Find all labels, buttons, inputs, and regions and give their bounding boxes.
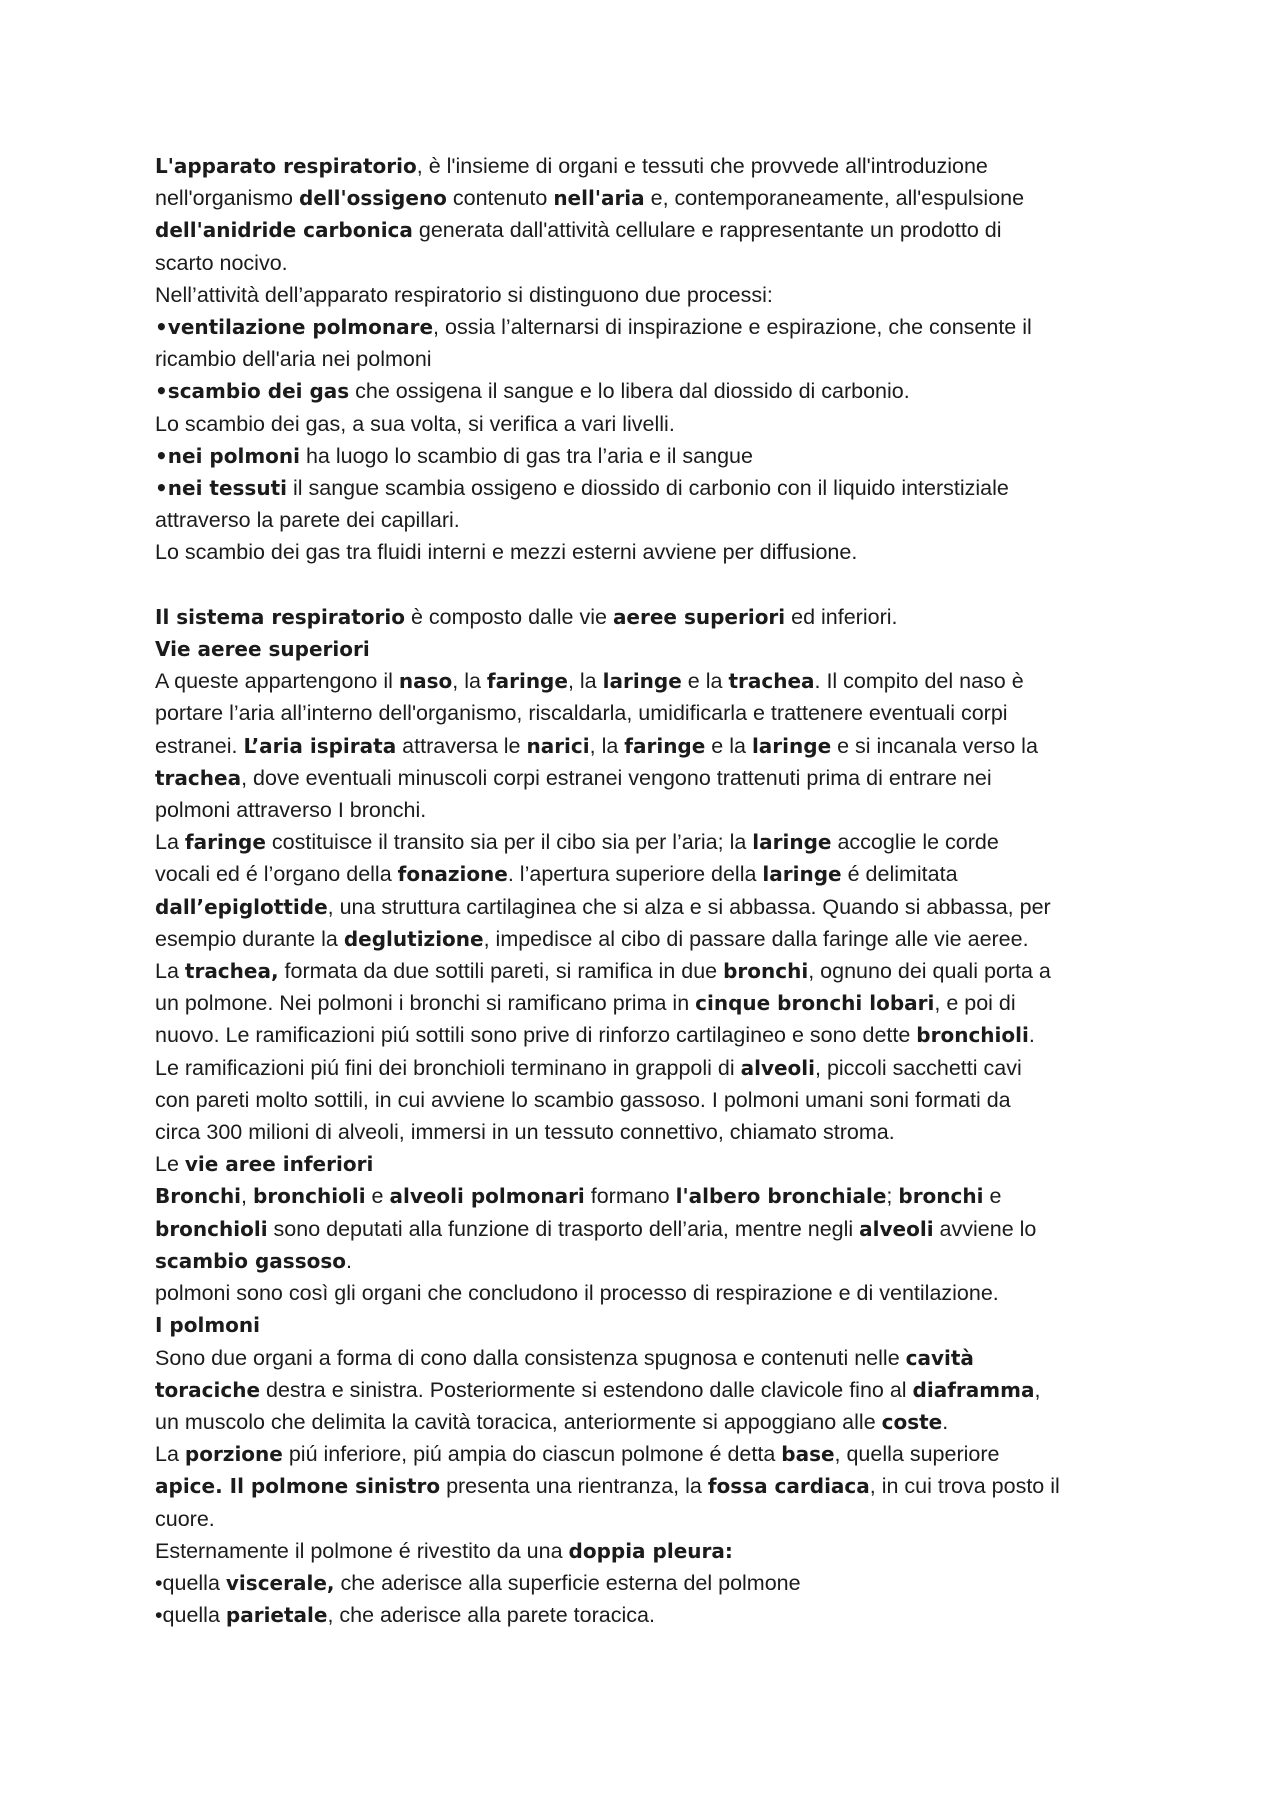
text-segment: , in cui trova posto il (869, 1474, 1060, 1499)
bold-term: •ventilazione polmonare (155, 315, 434, 340)
text-segment: Sono due organi a forma di cono dalla consistenza spugnosa e contenuti nelle (155, 1345, 906, 1370)
bold-term: fonazione (397, 862, 508, 887)
text-segment: •quella (155, 1570, 226, 1595)
text-segment: . (942, 1409, 949, 1434)
text-segment: ; (886, 1184, 899, 1209)
text-segment: il sangue scambia ossigeno e diossido di carbonio con il liquido interstiziale (287, 476, 1009, 501)
text-segment: avviene lo (933, 1216, 1037, 1241)
text-line (155, 697, 1170, 729)
bold-term: Il sistema respiratorio (155, 604, 405, 629)
bold-term: nell'aria (553, 186, 645, 211)
bold-term: faringe (184, 830, 266, 855)
bold-term: alveoli polmonari (389, 1184, 585, 1209)
bold-term: dell'ossigeno (298, 186, 447, 211)
bold-term: L'apparato respiratorio (155, 154, 417, 178)
bold-term: faringe (486, 669, 568, 694)
text-segment: piú inferiore, piú ampia do ciascun polmone é detta (282, 1442, 782, 1467)
text-segment: portare l’aria all’interno dell'organismo, riscaldarla, umidificarla e trattenere eventuali corpi (155, 701, 1008, 726)
text-segment: accoglie le corde (831, 830, 999, 855)
text-line (155, 504, 1170, 536)
text-line (155, 1342, 1170, 1374)
bold-term: apice. Il polmone sinistro (155, 1474, 441, 1499)
text-segment: Lo scambio dei gas tra fluidi interni e mezzi esterni avviene per diffusione. (155, 540, 858, 565)
text-segment: estranei. (155, 733, 244, 758)
text-segment: , impedisce al cibo di passare dalla faringe alle vie aeree. (483, 926, 1029, 951)
text-segment: , e poi di (934, 991, 1016, 1016)
text-line (155, 858, 1170, 890)
text-segment: . (1028, 1023, 1035, 1048)
bold-term: narici (526, 733, 590, 758)
text-line (155, 923, 1170, 955)
bold-term: porzione (184, 1442, 283, 1467)
text-line (155, 247, 1170, 279)
text-segment: , la (589, 733, 625, 758)
text-line (155, 1148, 1170, 1180)
bold-term: L’aria ispirata (243, 733, 397, 758)
text-line (155, 762, 1170, 794)
text-segment: è composto dalle vie (404, 604, 613, 629)
text-line (155, 279, 1170, 311)
text-line (155, 1599, 1170, 1631)
text-segment: , quella superiore (834, 1442, 1000, 1467)
bold-term: bronchioli (916, 1023, 1029, 1048)
bold-term: viscerale, (225, 1570, 335, 1595)
bold-term: cavità (905, 1345, 974, 1370)
text-line (155, 150, 1170, 182)
bold-term: toraciche (155, 1377, 261, 1402)
text-segment: Le (155, 1152, 185, 1177)
bold-term: trachea, (184, 959, 279, 984)
text-segment: e si incanala verso la (831, 733, 1038, 758)
text-segment: , (1034, 1377, 1041, 1402)
text-line (155, 1374, 1170, 1406)
bold-term: cinque bronchi lobari (695, 991, 935, 1016)
text-line (155, 1180, 1170, 1212)
text-segment: . (345, 1248, 352, 1273)
text-segment: polmoni attraverso I bronchi. (155, 798, 427, 823)
text-segment: costituisce il transito sia per il cibo sia per l’aria; la (265, 830, 753, 855)
bold-term: deglutizione (343, 926, 484, 951)
text-segment: contenuto (446, 186, 554, 211)
text-line (155, 343, 1170, 375)
text-segment: con pareti molto sottili, in cui avviene lo scambio gassoso. I polmoni umani soni formati da (155, 1087, 1011, 1112)
text-segment: esempio durante la (155, 926, 344, 951)
bold-term: trachea (155, 765, 242, 790)
text-segment: e la (705, 733, 752, 758)
text-segment: . Il compito del naso è (814, 669, 1024, 694)
bold-term: faringe (624, 733, 706, 758)
text-line (155, 665, 1170, 697)
text-segment: nell'organismo (155, 186, 299, 211)
bold-term: I polmoni (155, 1313, 260, 1338)
text-segment: Le ramificazioni piú fini dei bronchioli terminano in grappoli di (155, 1055, 741, 1080)
text-line (155, 1438, 1170, 1470)
text-segment: Esternamente il polmone é rivestito da una (155, 1538, 569, 1563)
text-segment: , è l'insieme di organi e tessuti che provvede all'introduzione (416, 154, 988, 178)
text-line (155, 1213, 1170, 1245)
text-segment: •quella (155, 1603, 226, 1628)
text-segment: ha luogo lo scambio di gas tra l’aria e il sangue (300, 443, 753, 468)
text-line (155, 214, 1170, 246)
bold-term: laringe (752, 830, 832, 855)
text-segment: attraversa le (396, 733, 527, 758)
text-segment: Nell’attività dell’apparato respiratorio si distinguono due processi: (155, 282, 773, 307)
bold-term: alveoli (859, 1216, 934, 1241)
text-line (155, 633, 1170, 665)
text-segment: destra e sinistra. Posteriormente si estendono dalle clavicole fino al (260, 1377, 913, 1402)
bold-term: alveoli (740, 1055, 815, 1080)
text-line (155, 1277, 1170, 1309)
text-line (155, 601, 1170, 633)
text-line (155, 311, 1170, 343)
text-segment: vocali ed é l’organo della (155, 862, 398, 887)
bold-term: bronchioli (253, 1184, 366, 1209)
text-segment: ricambio dell'aria nei polmoni (155, 347, 432, 372)
text-segment: é delimitata (841, 862, 958, 887)
text-line (155, 794, 1170, 826)
text-segment: un muscolo che delimita la cavità toracica, anteriormente si appoggiano alle (155, 1409, 882, 1434)
bold-term: laringe (762, 862, 842, 887)
text-segment: Lo scambio dei gas, a sua volta, si verifica a vari livelli. (155, 411, 675, 436)
text-line (155, 1116, 1170, 1148)
text-line (155, 1535, 1170, 1567)
bold-term: scambio gassoso (155, 1248, 346, 1273)
text-line (155, 375, 1170, 407)
text-line (155, 408, 1170, 440)
text-line (155, 1052, 1170, 1084)
bold-term: vie aree inferiori (184, 1152, 374, 1177)
text-line (155, 891, 1170, 923)
text-line (155, 826, 1170, 858)
text-segment: e (365, 1184, 390, 1209)
text-line (155, 536, 1170, 568)
text-segment: sono deputati alla funzione di trasporto dell’aria, mentre negli (267, 1216, 860, 1241)
bold-term: fossa cardiaca (707, 1474, 870, 1499)
text-segment: , dove eventuali minuscoli corpi estranei vengono trattenuti prima di entrare nei (241, 765, 992, 790)
bold-term: aeree superiori (612, 604, 786, 629)
bold-term: •nei polmoni (155, 443, 300, 468)
text-line (155, 987, 1170, 1019)
text-segment: un polmone. Nei polmoni i bronchi si ramificano prima in (155, 991, 696, 1016)
bold-term: Vie aeree superiori (155, 637, 370, 662)
document-body (155, 150, 1170, 1631)
text-line (155, 472, 1170, 504)
bold-term: •scambio dei gas (155, 379, 350, 404)
bold-term: naso (398, 669, 453, 694)
bold-term: base (781, 1442, 835, 1467)
bold-term: bronchi (898, 1184, 984, 1209)
text-segment: polmoni sono così gli organi che concludono il processo di respirazione e di ventilazione. (155, 1281, 999, 1306)
text-segment: , che aderisce alla parete toracica. (327, 1603, 655, 1628)
text-line (155, 1084, 1170, 1116)
bold-term: trachea (728, 669, 815, 694)
bold-term: Bronchi (155, 1184, 242, 1209)
text-segment: scarto nocivo. (155, 250, 288, 275)
text-segment: nuovo. Le ramificazioni piú sottili sono prive di rinforzo cartilagineo e sono dette (155, 1023, 917, 1048)
bold-term: laringe (602, 669, 682, 694)
bold-term: diaframma (912, 1377, 1035, 1402)
text-segment: formano (584, 1184, 676, 1209)
text-segment: La (155, 830, 185, 855)
text-segment: , ossia l’alternarsi di inspirazione e espirazione, che consente il (433, 315, 1032, 340)
bold-term: doppia pleura: (568, 1538, 733, 1563)
text-segment: A queste appartengono il (155, 669, 399, 694)
text-line (155, 1406, 1170, 1438)
bold-term: •nei tessuti (155, 476, 287, 501)
bold-term: parietale (225, 1603, 328, 1628)
text-line (155, 1567, 1170, 1599)
text-segment: formata da due sottili pareti, si ramifica in due (278, 959, 724, 984)
bold-term: bronchioli (155, 1216, 268, 1241)
text-segment: che ossigena il sangue e lo libera dal diossido di carbonio. (349, 379, 910, 404)
text-line (155, 1019, 1170, 1051)
bold-term: l'albero bronchiale (675, 1184, 887, 1209)
blank-line (155, 569, 1170, 601)
text-segment: ed inferiori. (785, 604, 898, 629)
text-segment: , la (452, 669, 487, 694)
text-segment: , ognuno dei quali porta a (808, 959, 1051, 984)
bold-term: bronchi (723, 959, 809, 984)
text-segment: , piccoli sacchetti cavi (815, 1055, 1022, 1080)
text-segment: , una struttura cartilaginea che si alza e si abbassa. Quando si abbassa, per (327, 894, 1051, 919)
text-segment: presenta una rientranza, la (440, 1474, 708, 1499)
text-segment: e (983, 1184, 1002, 1209)
text-line (155, 730, 1170, 762)
text-segment: e, contemporaneamente, all'espulsione (644, 186, 1025, 211)
text-segment: e la (681, 669, 729, 694)
bold-term: coste (881, 1409, 943, 1434)
text-segment: circa 300 milioni di alveoli, immersi in un tessuto connettivo, chiamato stroma. (155, 1120, 895, 1145)
text-segment: . l’apertura superiore della (507, 862, 763, 887)
text-line (155, 955, 1170, 987)
bold-term: dall’epiglottide (155, 894, 328, 919)
text-segment: cuore. (155, 1506, 215, 1531)
text-line (155, 440, 1170, 472)
text-line (155, 1309, 1170, 1341)
bold-term: dell'anidride carbonica (155, 218, 413, 243)
text-line (155, 1503, 1170, 1535)
text-segment: generata dall'attività cellulare e rappresentante un prodotto di (412, 218, 1002, 243)
text-segment: La (155, 1442, 185, 1467)
text-segment: , (241, 1184, 253, 1209)
text-line (155, 1470, 1170, 1502)
text-segment: , la (567, 669, 603, 694)
text-segment: La (155, 959, 185, 984)
text-segment: che aderisce alla superficie esterna del polmone (334, 1570, 801, 1595)
text-segment: attraverso la parete dei capillari. (155, 508, 460, 533)
text-line (155, 1245, 1170, 1277)
text-line (155, 182, 1170, 214)
bold-term: laringe (751, 733, 832, 758)
